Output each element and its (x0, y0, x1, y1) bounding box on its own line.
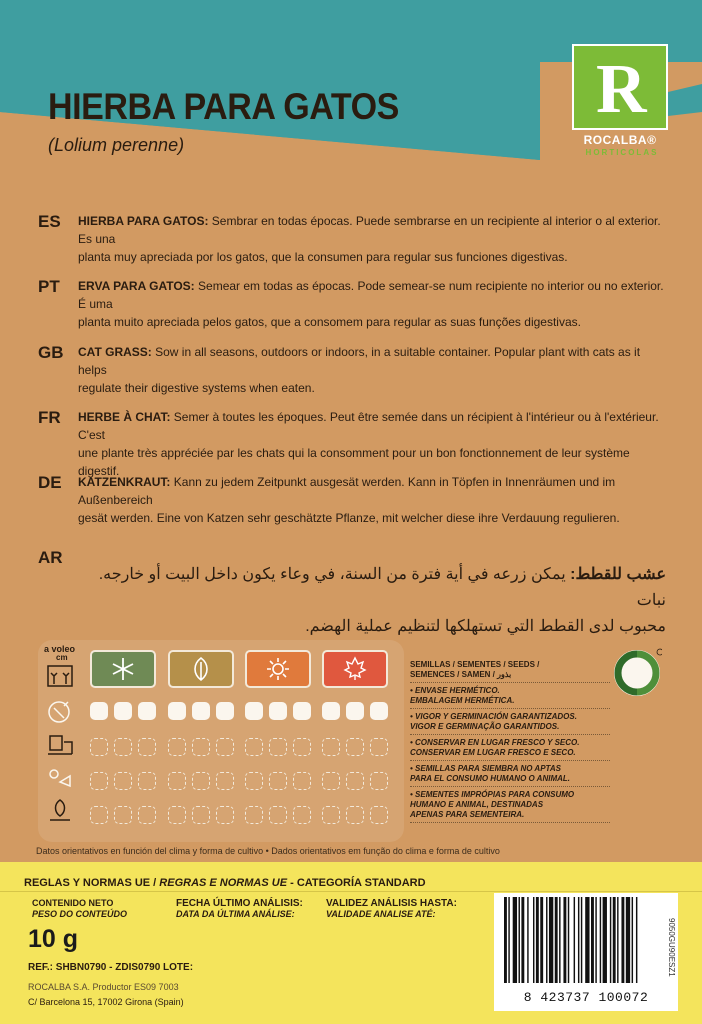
season-summer (245, 650, 311, 688)
barcode-bar (546, 897, 547, 983)
harvest-icon (44, 796, 76, 824)
calendar-cell (216, 772, 234, 790)
analysis-valid-label (326, 898, 457, 920)
product-name-es: HIERBA PARA GATOS: (78, 214, 209, 228)
calendar-cell (138, 738, 156, 756)
calendar-cell (168, 772, 186, 790)
calendar-cell (168, 702, 186, 720)
description-fr-line1: Semer à toutes les époques. Peut être semée dans un récipient à l'intérieur ou à l'extérieur. C'est (78, 410, 659, 442)
lang-code-gb: GB (38, 343, 64, 362)
calendar-cell (346, 738, 364, 756)
barcode-bar (519, 897, 520, 983)
barcode-bar (632, 897, 633, 983)
net-content-label (32, 898, 127, 920)
calendar-cell (138, 702, 156, 720)
barcode-bar (559, 897, 560, 983)
product-name-fr: HERBE À CHAT: (78, 410, 171, 424)
calendar-cell (138, 806, 156, 824)
calendar-cell (90, 702, 108, 720)
calendar-cell (370, 806, 388, 824)
brand-logo (572, 44, 668, 156)
eu-rules-line (24, 877, 426, 889)
calendar-cell (370, 702, 388, 720)
calendar-cell (114, 772, 132, 790)
barcode-bar (613, 897, 616, 983)
seeds-item-line: • SEMENTES IMPRÓPIAS PARA CONSUMO (410, 790, 575, 799)
calendar-cell (114, 806, 132, 824)
divider (0, 891, 702, 892)
logo-letter: R (596, 51, 647, 128)
seeds-item-line: • ENVASE HERMÉTICO. (410, 686, 500, 695)
seeds-item (410, 686, 610, 709)
analysis-valid-pt: VALIDADE ANALISE ATÉ: (326, 909, 436, 919)
barcode-bar (504, 897, 507, 983)
product-latin-name: (Lolium perenne) (48, 135, 185, 155)
barcode-bar (533, 897, 534, 983)
description-es (78, 212, 668, 266)
barcode-number: 8 423737 100072 (523, 990, 649, 1005)
seeds-item-line: HUMANO E ANIMAL, DESTINADAS (410, 800, 544, 809)
seeds-item-line: VIGOR E GERMINAÇÃO GARANTIDOS. (410, 722, 560, 731)
seeds-item-line: • CONSERVAR EN LUGAR FRESCO Y SECO. (410, 738, 580, 747)
barcode-bar (563, 897, 566, 983)
calendar-cell (269, 806, 287, 824)
maple-leaf-icon (342, 656, 368, 682)
calendar-cell (114, 738, 132, 756)
product-name-gb: CAT GRASS: (78, 345, 152, 359)
leaf-icon (188, 656, 214, 682)
calendar-cell (293, 738, 311, 756)
calendar-cell (168, 738, 186, 756)
barcode-bar (595, 897, 596, 983)
analysis-date-pt: DATA DA ÚLTIMA ANÁLISE: (176, 909, 295, 919)
barcode-bar (600, 897, 601, 983)
green-dot-recycle-icon (612, 648, 662, 698)
product-name-pt: ERVA PARA GATOS: (78, 279, 195, 293)
calendar-cell (245, 738, 263, 756)
barcode-bar (540, 897, 543, 983)
calendar-cell (322, 772, 340, 790)
barcode-bar (585, 897, 589, 983)
calendar-cell (168, 806, 186, 824)
eu-rules-pt: REGRAS E NORMAS UE (159, 877, 288, 889)
season-spring (168, 650, 234, 688)
calendar-cell (269, 772, 287, 790)
calendar-cell (90, 772, 108, 790)
barcode-bar (527, 897, 528, 983)
season-autumn (322, 650, 388, 688)
description-pt-line2: planta muito apreciada pelos gatos, que a consomem para regular as suas funções digestivas. (78, 315, 581, 329)
seeds-item (410, 790, 610, 823)
seeds-item-line: PARA EL CONSUMO HUMANO O ANIMAL. (410, 774, 570, 783)
barcode-bar (610, 897, 611, 983)
calendar-cell (346, 702, 364, 720)
barcode-bar (574, 897, 575, 983)
barcode-bar (521, 897, 524, 983)
seeds-info (410, 660, 610, 826)
calendar-cell (192, 806, 210, 824)
barcode-bar (555, 897, 558, 983)
lang-code-de: DE (38, 473, 62, 492)
barcode-bar (568, 897, 569, 983)
calendar-cell (293, 772, 311, 790)
calendar-cell (245, 702, 263, 720)
eu-rules-es: REGLAS Y NORMAS UE / (24, 877, 160, 889)
description-es-line2: planta muy apreciada por los gatos, que la consumen para regular sus funciones digestivas. (78, 250, 568, 264)
seeds-item (410, 738, 610, 761)
description-gb (78, 343, 668, 397)
barcode-bar (603, 897, 607, 983)
barcode-bar (581, 897, 582, 983)
barcode-bar (513, 897, 517, 983)
producer-line: ROCALBA S.A. Productor ES09 7003 (28, 982, 179, 992)
brand-subtitle: HORTICOLAS (585, 148, 659, 157)
seeds-item-line: • SEMILLAS PARA SIEMBRA NO APTAS (410, 764, 561, 773)
product-name-ar: عشب للقطط: (570, 566, 666, 583)
product-title: HIERBA PARA GATOS (48, 86, 399, 127)
analysis-date-label (176, 898, 303, 920)
description-fr (78, 408, 668, 480)
calendar-cell (346, 772, 364, 790)
calendar-cell (90, 738, 108, 756)
brand-name: ROCALBA® (583, 133, 657, 147)
barcode-bars (494, 893, 678, 989)
barcode-bar (621, 897, 624, 983)
snowflake-icon (110, 656, 136, 682)
calendar-cell (370, 738, 388, 756)
calendar-cell (269, 738, 287, 756)
seeds-item-line: CONSERVAR EM LUGAR FRESCO E SECO. (410, 748, 576, 757)
description-ar-line2: محبوب لدى القطط التي تستهلكها لتنظيم عملية الهضم. (305, 618, 666, 635)
calendar-cell (138, 772, 156, 790)
calendar-cell (245, 772, 263, 790)
calendar-cell (293, 806, 311, 824)
barcode-bar (536, 897, 539, 983)
reference-lot: REF.: SHBN0790 - ZDIS0790 LOTE: (28, 962, 194, 973)
calendar-cell (245, 806, 263, 824)
description-pt (78, 277, 668, 331)
barcode-bar (578, 897, 579, 983)
description-de (78, 473, 668, 527)
description-fr-line2: une plante très appréciée par les chats qui la consomment pour un bon fonctionnement de leur système digestif. (78, 446, 630, 478)
seeds-item (410, 712, 610, 735)
footnote: Datos orientativos en función del clima y forma de cultivo • Dados orientativos em função do clima e forma de cultivo (36, 846, 500, 856)
lang-code-es: ES (38, 212, 61, 231)
barcode-bar (549, 897, 553, 983)
description-gb-line2: regulate their digestive systems when eaten. (78, 381, 315, 395)
seeds-item-line: APENAS PARA SEMENTEIRA. (410, 810, 525, 819)
calendar-cell (293, 702, 311, 720)
calendar-cell (269, 702, 287, 720)
calendar-cell (346, 806, 364, 824)
calendar-cell (192, 772, 210, 790)
seeds-item-line: • VIGOR Y GERMINACIÓN GARANTIZADOS. (410, 712, 577, 721)
seed-bag-icon (44, 698, 76, 726)
seeds-heading-1: SEMILLAS / SEMENTES / SEEDS / (410, 660, 540, 669)
barcode-bar (617, 897, 618, 983)
sowing-unit: cm (56, 653, 68, 662)
lang-code-ar: AR (38, 548, 63, 567)
net-content-pt: PESO DO CONTEÚDO (32, 909, 128, 919)
pot-icon (44, 732, 76, 760)
analysis-valid-es: VALIDEZ ANÁLISIS HASTA: (326, 898, 457, 909)
calendar-cell (216, 702, 234, 720)
logo-box (572, 44, 668, 130)
calendar-cell (322, 702, 340, 720)
description-de-line2: gesät werden. Eine von Katzen sehr geschätzte Pflanze, mit welcher diese ihre Verdauung regulieren. (78, 511, 620, 525)
product-name-de: KATZENKRAUT: (78, 475, 171, 489)
description-de-line1: Kann zu jedem Zeitpunkt ausgesät werden. Kann in Töpfen in Innenräumen und im Außenbereich (78, 475, 616, 507)
description-pt-line1: Semear em todas as épocas. Pode semear-se num recipiente no interior ou no exterior. É uma (78, 279, 664, 311)
sowing-label: a voleo (44, 644, 76, 654)
spacing-icon (44, 664, 76, 692)
calendar-cell (90, 806, 108, 824)
barcode-bar (508, 897, 509, 983)
calendar-cell (370, 772, 388, 790)
calendar-cell (216, 806, 234, 824)
description-es-line1: Sembrar en todas épocas. Puede sembrarse en un recipiente al interior o al exterior. Es una (78, 214, 661, 246)
sun-watering-icon (44, 764, 76, 792)
sun-icon (265, 656, 291, 682)
net-weight: 10 g (28, 925, 79, 953)
eu-category: - CATEGORÍA STANDARD (287, 877, 426, 889)
lang-code-fr: FR (38, 408, 61, 427)
side-code: 9050GU90ESZ1 (667, 918, 676, 977)
calendar-cell (216, 738, 234, 756)
barcode-bar (626, 897, 630, 983)
barcode-bar (636, 897, 637, 983)
net-content-es: CONTENIDO NETO (32, 898, 114, 908)
seeds-heading-2: SEMENCES / SAMEN / بذور (410, 670, 610, 683)
address-line: C/ Barcelona 15, 17002 Girona (Spain) (28, 997, 184, 1007)
calendar-cell (192, 702, 210, 720)
calendar-cell (322, 806, 340, 824)
calendar-cell (192, 738, 210, 756)
calendar-cell (322, 738, 340, 756)
lang-code-pt: PT (38, 277, 60, 296)
analysis-date-es: FECHA ÚLTIMO ANÁLISIS: (176, 898, 303, 909)
barcode-bar (591, 897, 594, 983)
season-winter (90, 650, 156, 688)
description-ar (70, 562, 666, 640)
calendar-cell (114, 702, 132, 720)
seeds-item-line: EMBALAGEM HERMÉTICA. (410, 696, 515, 705)
description-gb-line1: Sow in all seasons, outdoors or indoors, in a suitable container. Popular plant with cats as it helps (78, 345, 641, 377)
seeds-item (410, 764, 610, 787)
description-ar-line1: يمكن زرعه في أية فترة من السنة، في وعاء يكون داخل البيت أو خارجه. نبات (98, 566, 666, 609)
